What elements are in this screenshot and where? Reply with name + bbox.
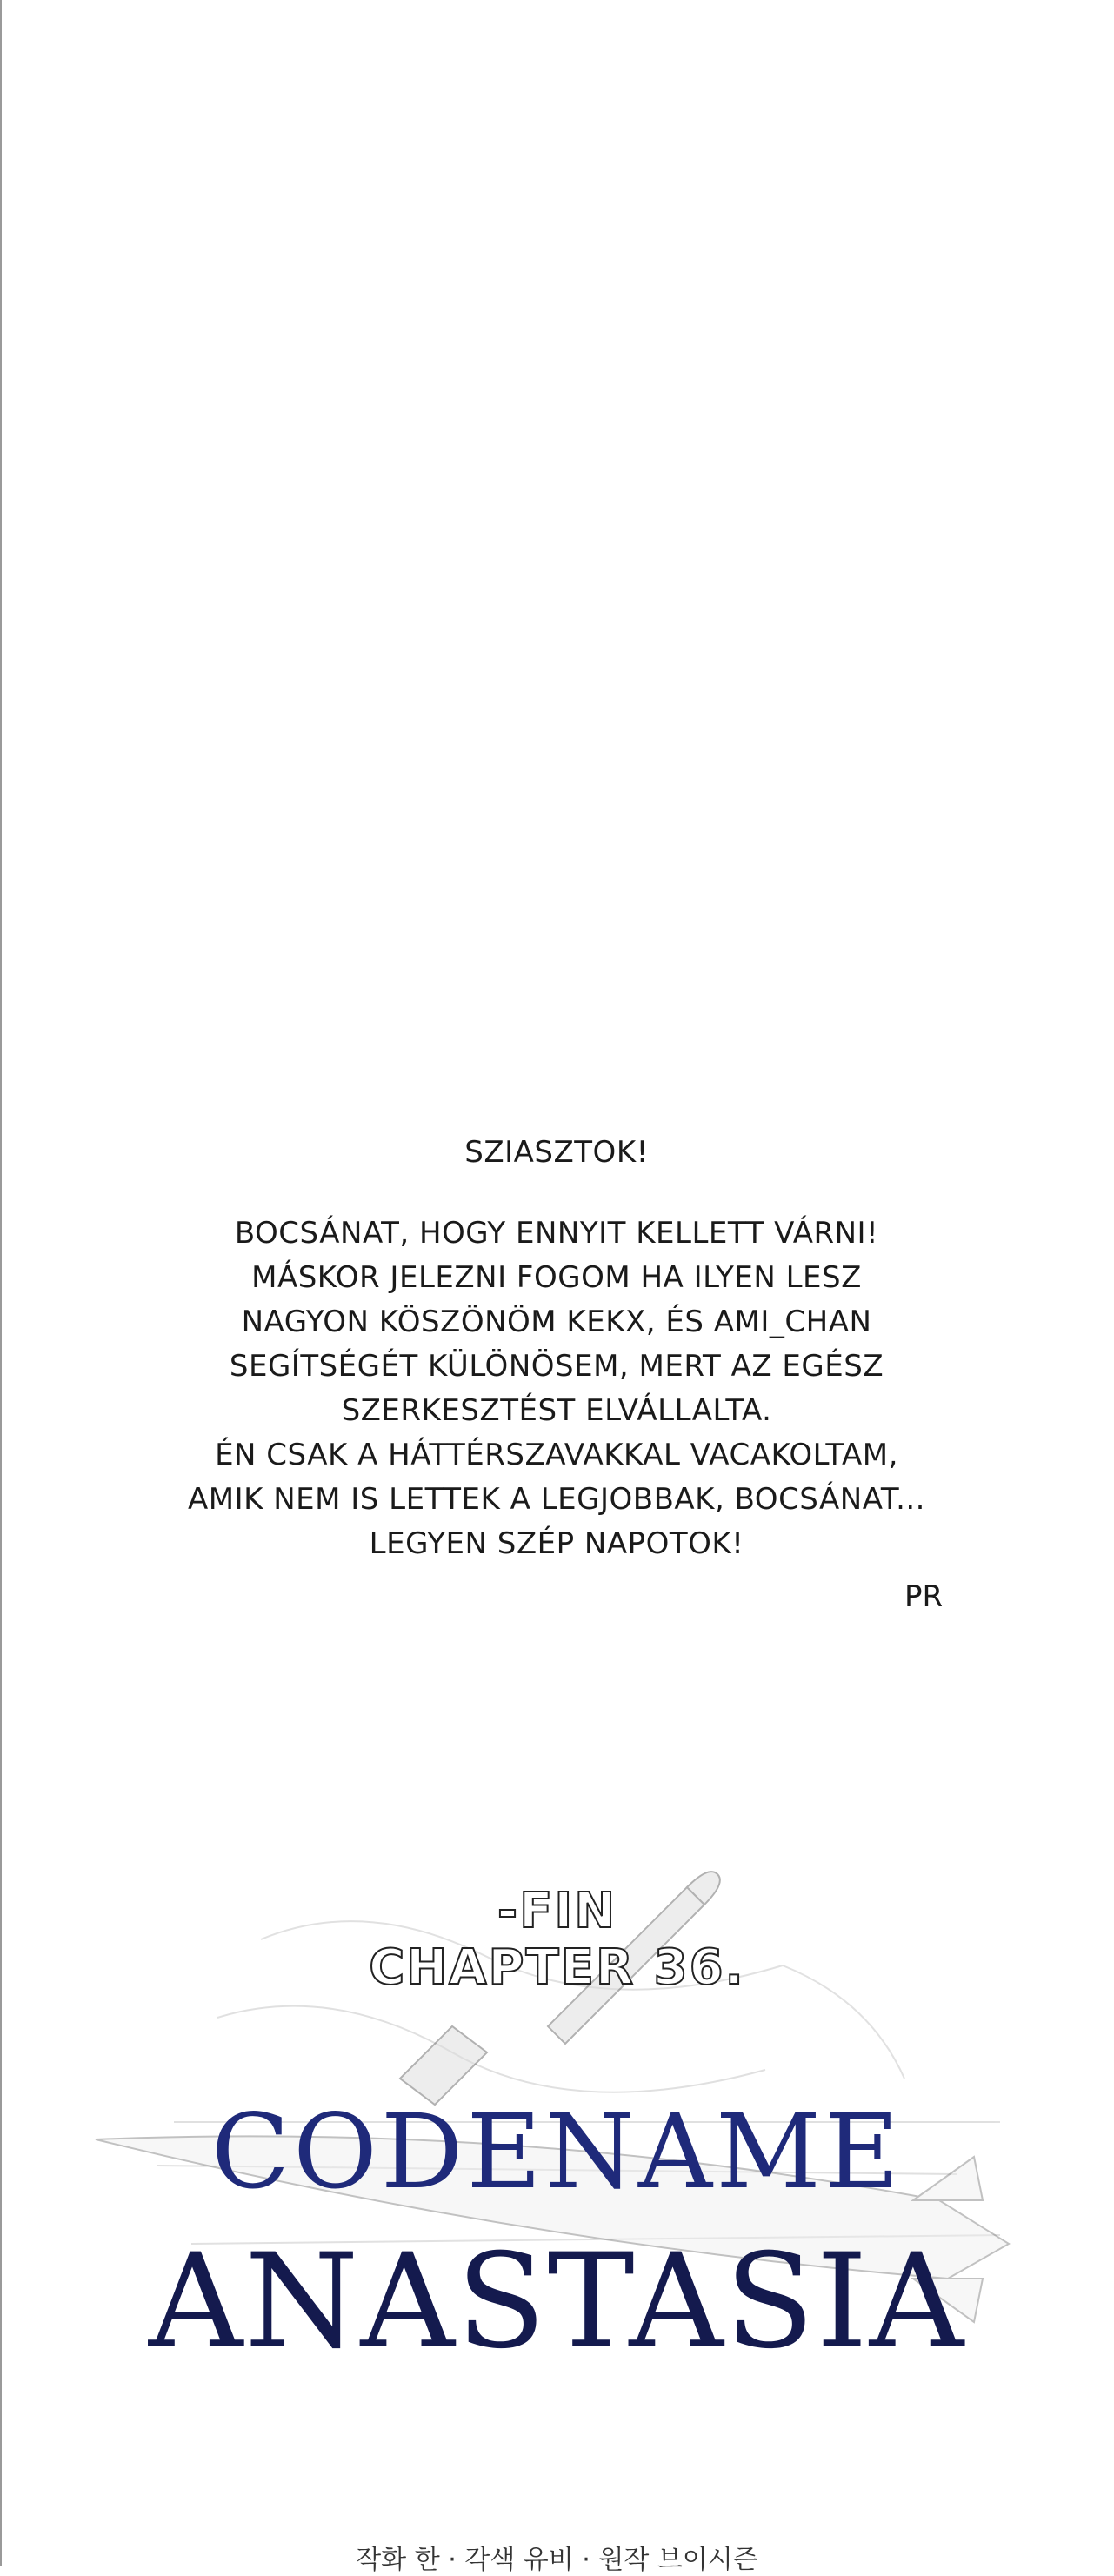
note-line: NAGYON KÖSZÖNÖM KEKX, ÉS AMI_CHAN <box>241 1305 872 1339</box>
credits: 작화 한 · 각색 유비 · 원작 브이시즌 <box>356 2545 758 2575</box>
note-line: SZERKESZTÉST ELVÁLLALTA. <box>341 1393 772 1428</box>
note-line: MÁSKOR JELEZNI FOGOM HA ILYEN LESZ <box>251 1260 862 1295</box>
logo-anastasia: ANASTASIA <box>148 2226 966 2378</box>
note-line: ÉN CSAK A HÁTTÉRSZAVAKKAL VACAKOLTAM, <box>215 1438 898 1472</box>
note-greeting: SZIASZTOK! <box>464 1135 649 1170</box>
note-line: AMIK NEM IS LETTEK A LEGJOBBAK, BOCSÁNAT... <box>187 1482 925 1517</box>
end-card <box>0 1792 1114 2566</box>
note-signature: PR <box>904 1579 944 1614</box>
chapter-label: CHAPTER 36. <box>369 1939 745 1996</box>
fin-label: -FIN <box>497 1883 617 1939</box>
note-line: SEGÍTSÉGÉT KÜLÖNÖSEM, MERT AZ EGÉSZ <box>229 1349 884 1384</box>
note-line: LEGYEN SZÉP NAPOTOK! <box>369 1526 744 1561</box>
note-line: BOCSÁNAT, HOGY ENNYIT KELLETT VÁRNI! <box>234 1216 879 1251</box>
logo-codename: CODENAME <box>210 2092 904 2212</box>
